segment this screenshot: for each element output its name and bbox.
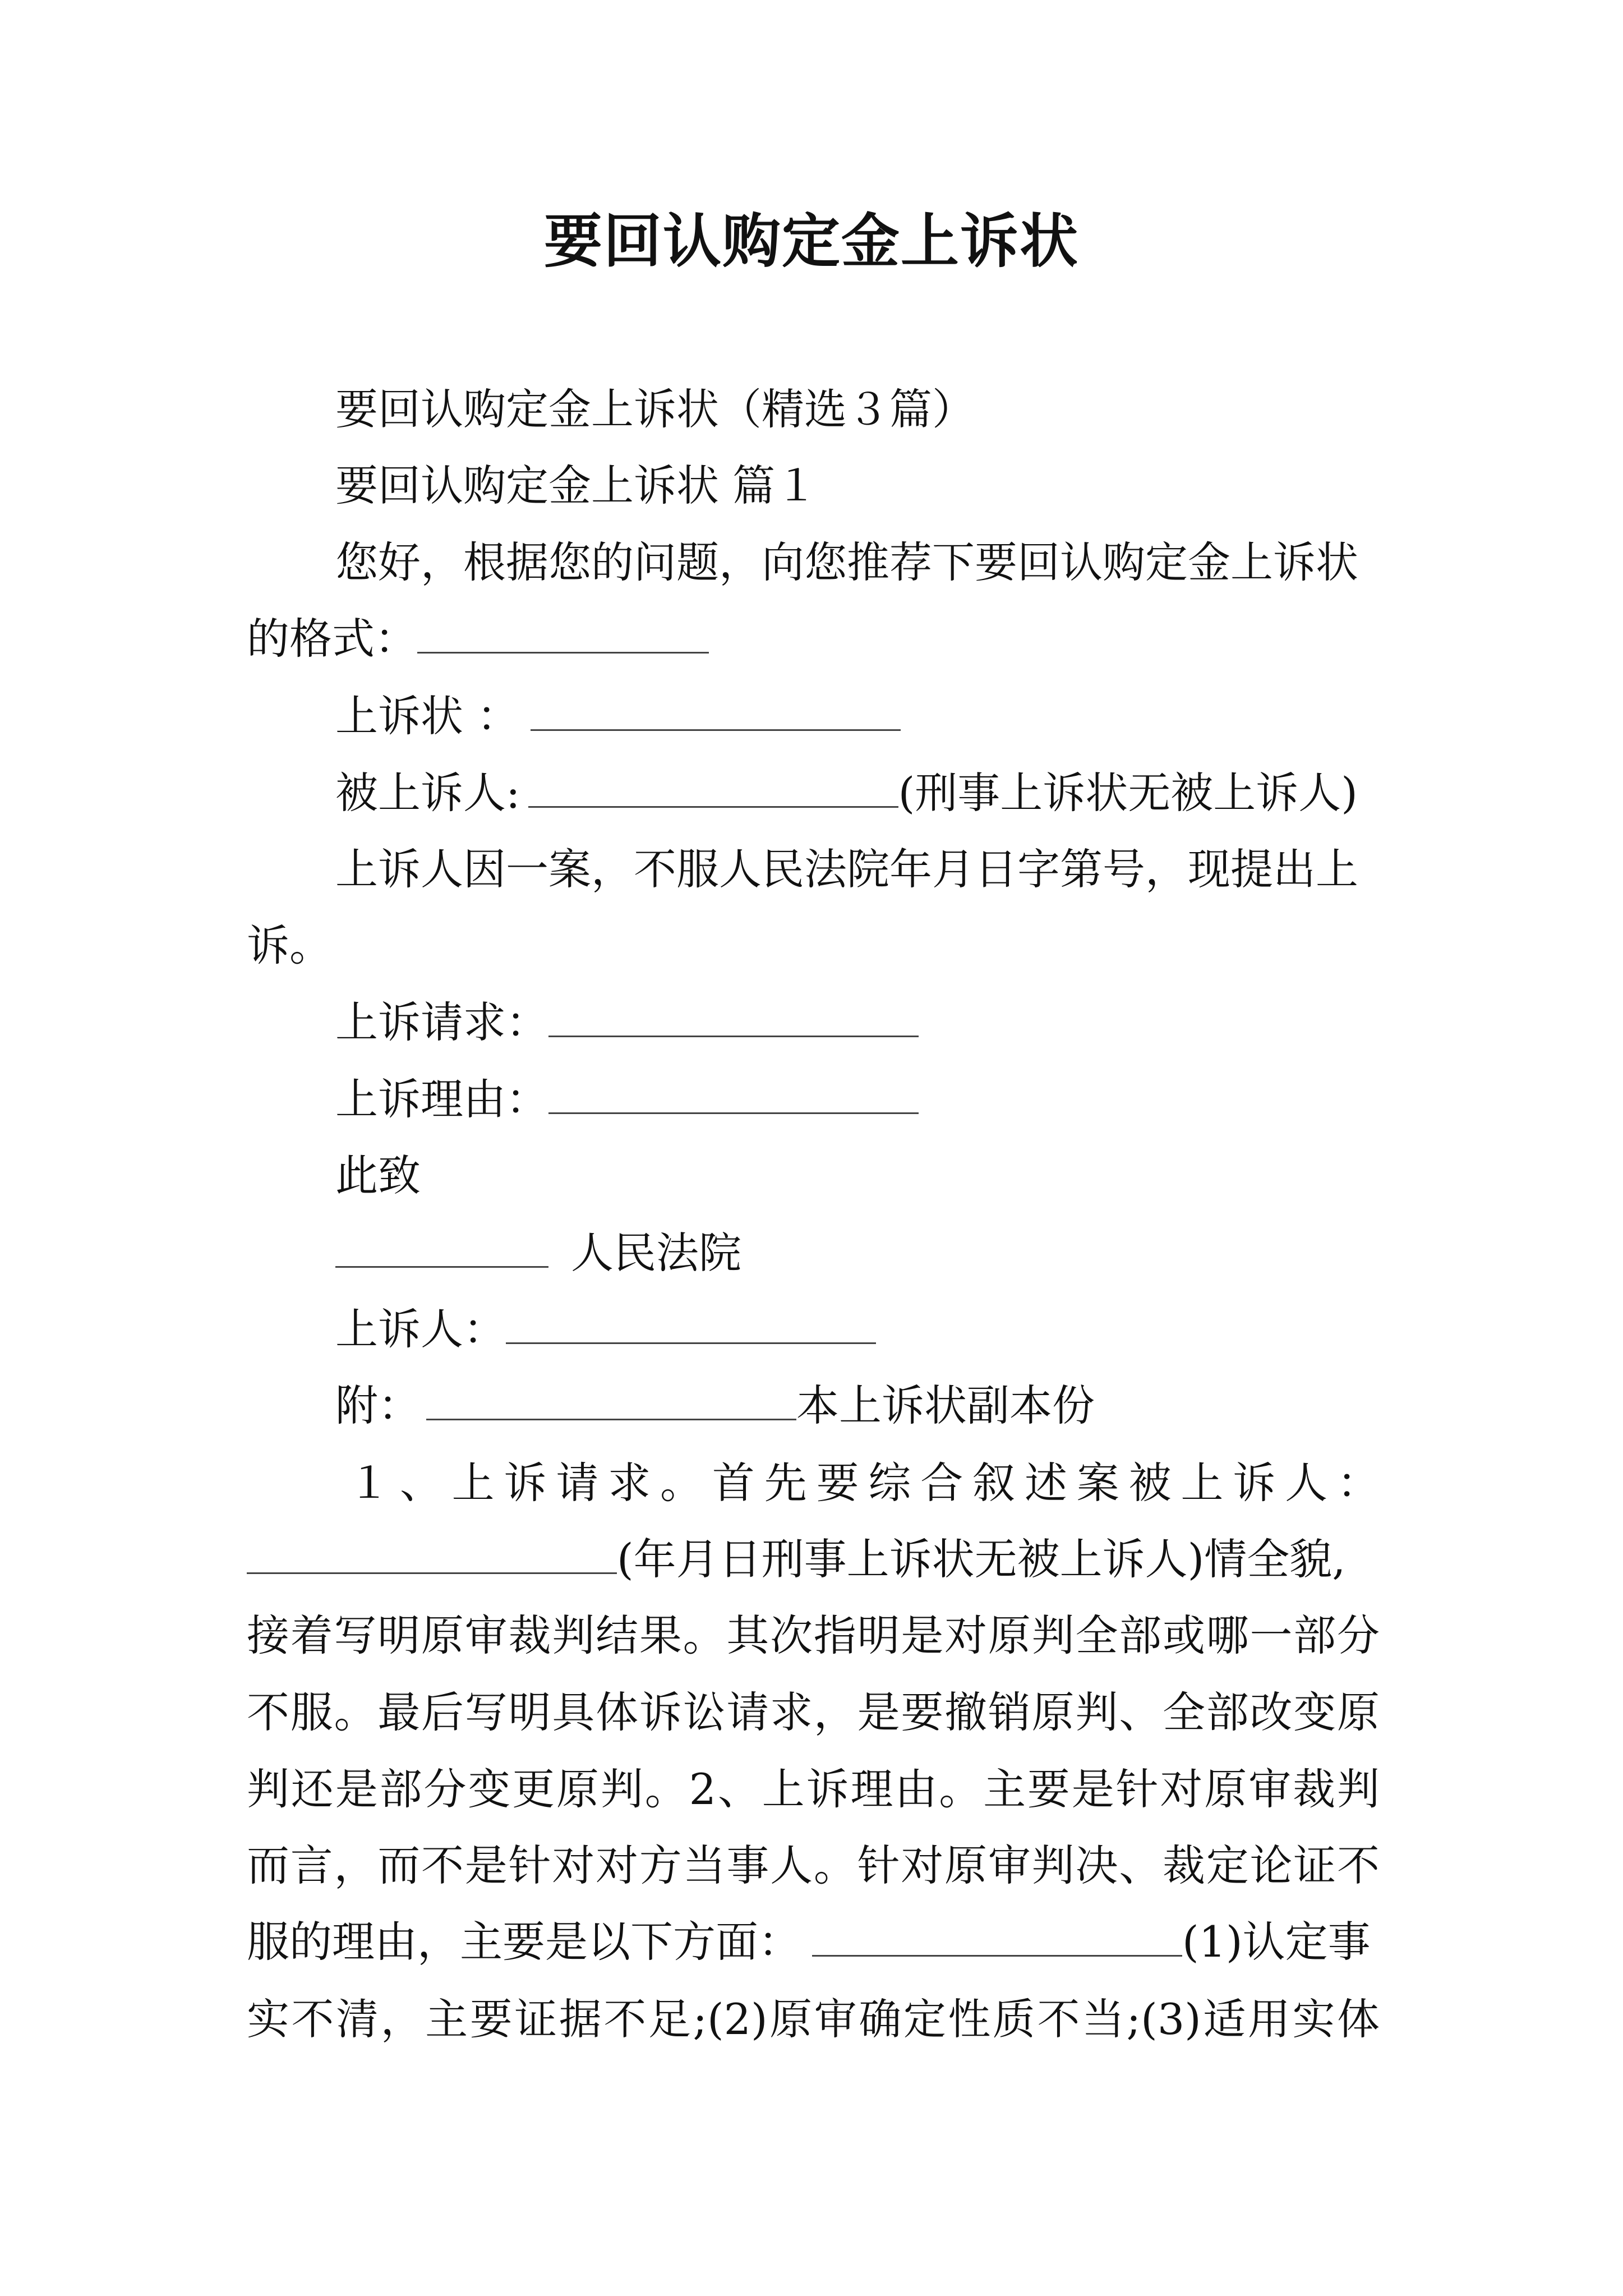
form-line-appeal xyxy=(335,688,901,744)
form-line-court xyxy=(335,1225,741,1281)
document-title: 要回认购定金上诉状 xyxy=(543,206,1079,275)
line-text: (刑事上诉状无被上诉人) xyxy=(898,768,1358,818)
form-line-appellee xyxy=(335,765,1358,821)
fill-in-blank xyxy=(548,1076,919,1114)
fill-in-blank xyxy=(528,770,898,808)
form-line-request xyxy=(335,995,919,1051)
line-text: 本上诉状副本份 xyxy=(796,1381,1095,1430)
line-text: 人民法院 xyxy=(571,1228,741,1278)
paragraph-line xyxy=(247,611,709,667)
line-text: 上诉请求： xyxy=(335,997,548,1047)
paragraph-line: 判还是部分变更原判。2、上诉理由。主要是针对原审裁判 xyxy=(247,1764,1380,1814)
heading-line-part1: 要回认购定金上诉状 篇１ xyxy=(335,461,818,510)
paragraph-line: 而言，而不是针对对方当事人。针对原审判决、裁定论证不 xyxy=(247,1841,1380,1890)
salutation-line: 此致 xyxy=(335,1151,421,1200)
paragraph-line: 实不清，主要证据不足;(2)原审确定性质不当;(3)适用实体 xyxy=(247,1994,1380,2044)
line-text: 附： xyxy=(335,1381,421,1430)
paragraph-line: １、上诉请求。首先要综合叙述案被上诉人： xyxy=(348,1458,1380,1508)
paragraph-line: 上诉人因一案，不服人民法院年月日字第号，现提出上 xyxy=(335,844,1358,894)
fill-in-blank xyxy=(812,1919,1182,1957)
fill-in-blank xyxy=(506,1306,876,1344)
line-text: 服的理由，主要是以下方面： xyxy=(247,1917,801,1967)
line-text: (年月日刑事上诉状无被上诉人)情全貌, xyxy=(617,1534,1346,1584)
paragraph-line: 不服。最后写明具体诉讼请求，是要撤销原判、全部改变原 xyxy=(247,1687,1380,1737)
line-text: 上诉人： xyxy=(335,1304,506,1354)
paragraph-line xyxy=(247,1531,1345,1588)
form-line-appellant xyxy=(335,1301,876,1358)
fill-in-blank xyxy=(417,616,709,654)
form-line-reason xyxy=(335,1071,919,1128)
paragraph-line: 诉。 xyxy=(247,921,332,970)
fill-in-blank xyxy=(426,1383,796,1420)
fill-in-blank xyxy=(335,1230,548,1268)
paragraph-line xyxy=(247,1914,1371,1970)
paragraph-line: 接着写明原审裁判结果。其次指明是对原判全部或哪一部分 xyxy=(247,1611,1380,1660)
fill-in-blank xyxy=(548,1000,919,1037)
paragraph-line: 您好，根据您的问题，向您推荐下要回认购定金上诉状 xyxy=(335,537,1358,587)
fill-in-blank xyxy=(531,693,901,731)
form-line-attachment xyxy=(335,1378,1095,1434)
heading-line-selection: 要回认购定金上诉状（精选３篇） xyxy=(335,384,975,434)
line-text: 的格式： xyxy=(247,614,417,664)
line-text: 上诉状 ： xyxy=(335,691,520,741)
line-text: (1)认定事 xyxy=(1182,1917,1371,1967)
line-text: 被上诉人: xyxy=(335,768,520,818)
fill-in-blank xyxy=(247,1536,617,1574)
line-text: 上诉理由： xyxy=(335,1074,548,1124)
